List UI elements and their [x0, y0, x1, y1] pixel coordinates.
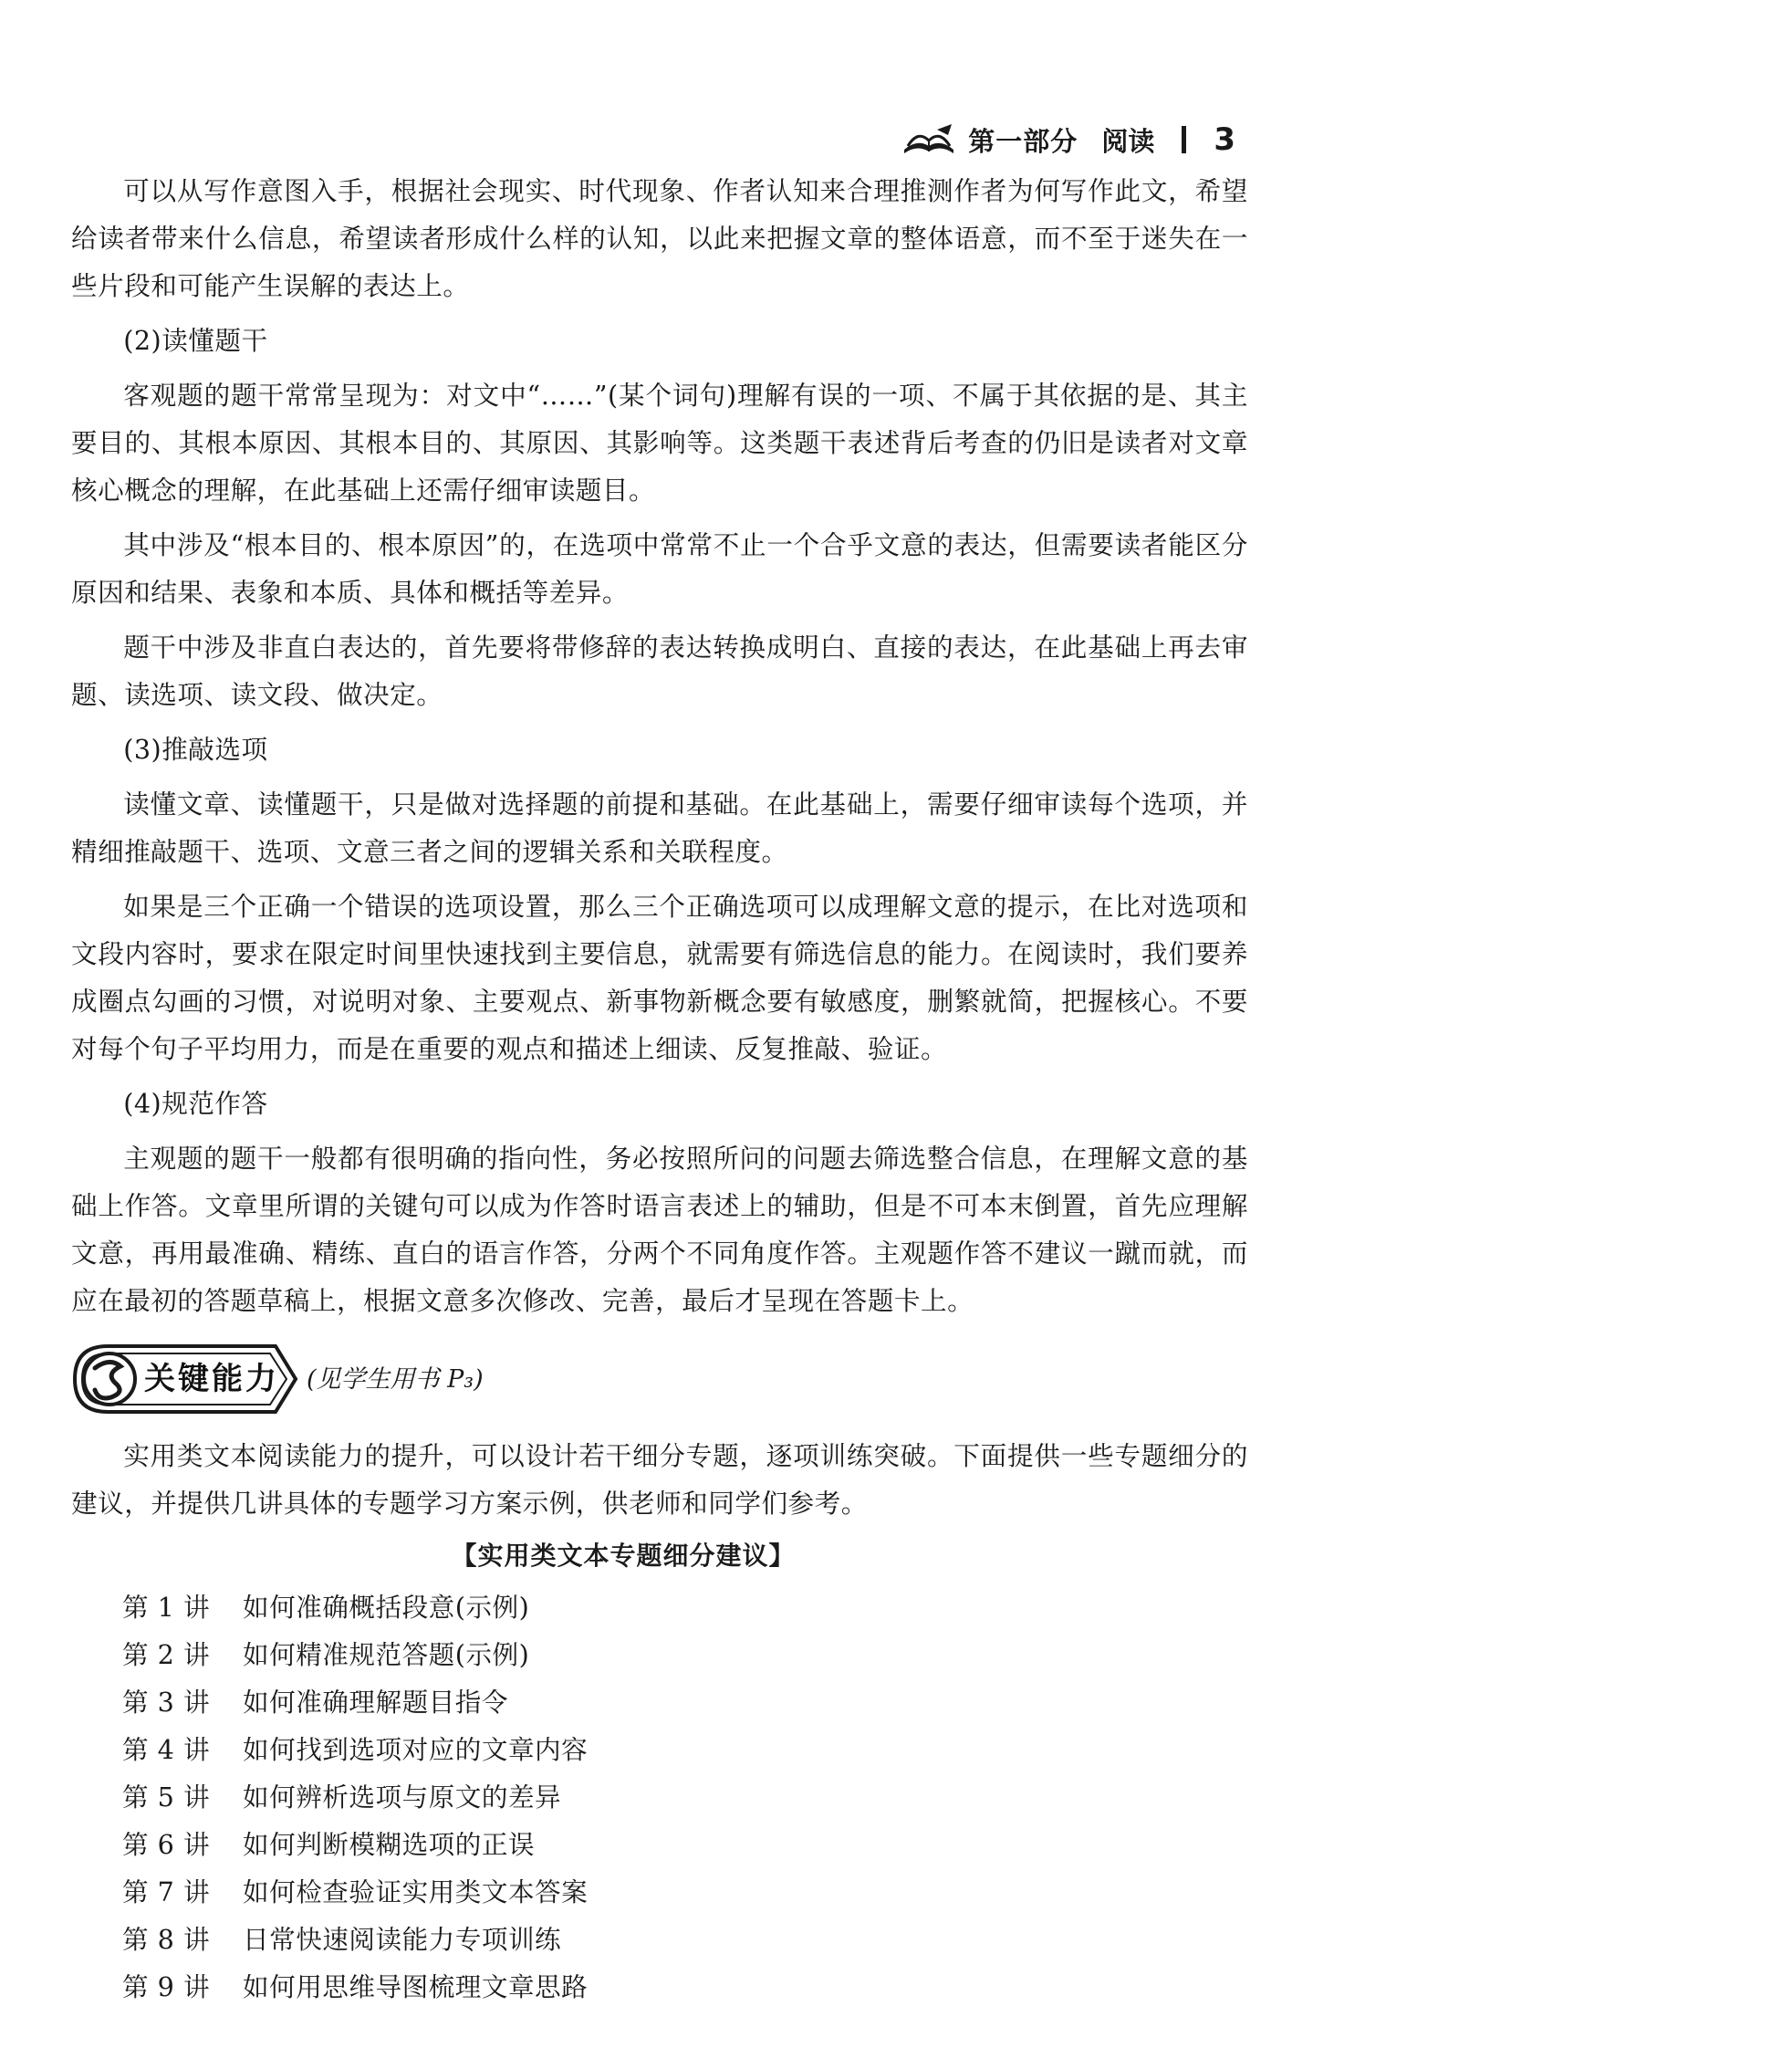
intro-paragraph: 实用类文本阅读能力的提升，可以设计若干细分专题，逐项训练突破。下面提供一些专题细分的建议，并提供几讲具体的专题学习方案示例，供老师和同学们参考。: [71, 1440, 1248, 1519]
paragraph: 读懂文章、读懂题干，只是做对选择题的前提和基础。在此基础上，需要仔细审读每个选项，并精细推敲题干、选项、文意三者之间的逻辑关系和关联程度。: [71, 789, 1248, 867]
paragraph: 客观题的题干常常呈现为：对文中“……”(某个词句)理解有误的一项、不属于其依据的是、其主要目的、其根本原因、其根本目的、其原因、其影响等。这类题干表述背后考查的仍旧是读者对文章核心概念的理解，在此基础上还需仔细审读题目。: [71, 380, 1248, 506]
section-heading: (4)规范作答: [123, 1088, 268, 1119]
lecture-number: 第 6 讲: [122, 1829, 211, 1860]
lecture-title: 如何精准规范答题(示例): [243, 1639, 530, 1670]
banner-title: 关键能力: [144, 1361, 279, 1397]
header-section: 阅读: [1101, 125, 1155, 157]
list-item: [122, 1726, 1248, 1773]
paragraph: 主观题的题干一般都有很明确的指向性，务必按照所问的问题去筛选整合信息，在理解文意的基础上作答。文章里所谓的关键句可以成为作答时语言表述上的辅助，但是不可本末倒置，首先应理解文意，再用最准确、精练、直白的语言作答，分两个不同角度作答。主观题作答不建议一蹴而就，而应在最初的答题草稿上，根据文意多次修改、完善，最后才呈现在答题卡上。: [71, 1143, 1248, 1316]
banner-reference: (见学生用书 P₃): [307, 1365, 484, 1394]
lecture-number: 第 9 讲: [122, 1971, 211, 2002]
lecture-number: 第 5 讲: [122, 1782, 211, 1813]
lecture-number: 第 1 讲: [122, 1592, 211, 1623]
lecture-title: 如何准确概括段意(示例): [243, 1592, 530, 1623]
key-ability-banner: [68, 1335, 1248, 1423]
list-item: [122, 1868, 1248, 1916]
lecture-title: 如何检查验证实用类文本答案: [243, 1876, 589, 1907]
lecture-title: 如何用思维导图梳理文章思路: [243, 1971, 589, 2002]
running-header: [901, 117, 1235, 162]
body-text: [71, 167, 1248, 2011]
list-item: [122, 1678, 1248, 1726]
page-number: 3: [1214, 121, 1235, 158]
lecture-number: 第 8 讲: [122, 1924, 211, 1955]
lecture-list: [71, 1583, 1248, 2011]
list-item: [122, 1821, 1248, 1868]
book-icon: [901, 122, 957, 157]
list-item: [122, 1963, 1248, 2011]
lecture-number: 第 3 讲: [122, 1687, 211, 1718]
section-heading: (2)读懂题干: [123, 325, 268, 356]
list-item: [122, 1773, 1248, 1821]
lecture-number: 第 2 讲: [122, 1639, 211, 1670]
lecture-title: 日常快速阅读能力专项训练: [243, 1924, 562, 1955]
lecture-number: 第 4 讲: [122, 1734, 211, 1765]
paragraph: 题干中涉及非直白表达的，首先要将带修辞的表达转换成明白、直接的表达，在此基础上再去审题、读选项、读文段、做决定。: [71, 632, 1248, 710]
lecture-title: 如何准确理解题目指令: [243, 1687, 508, 1718]
paragraph: 如果是三个正确一个错误的选项设置，那么三个正确选项可以成理解文意的提示，在比对选项和文段内容时，要求在限定时间里快速找到主要信息，就需要有筛选信息的能力。在阅读时，我们要养成圈点勾画的习惯，对说明对象、主要观点、新事物新概念要有敏感度，删繁就简，把握核心。不要对每个句子平均用力，而是在重要的观点和描述上细读、反复推敲、验证。: [71, 891, 1248, 1064]
lecture-title: 如何判断模糊选项的正误: [243, 1829, 536, 1860]
list-title: 【实用类文本专题细分建议】: [451, 1541, 796, 1571]
lecture-number: 第 7 讲: [122, 1876, 211, 1907]
paragraph: 其中涉及“根本目的、根本原因”的，在选项中常常不止一个合乎文意的表达，但需要读者能区分原因和结果、表象和本质、具体和概括等差异。: [71, 529, 1248, 608]
header-part: 第一部分: [968, 125, 1078, 157]
lecture-title: 如何辨析选项与原文的差异: [243, 1782, 562, 1813]
list-item: [122, 1916, 1248, 1963]
lecture-title: 如何找到选项对应的文章内容: [243, 1734, 589, 1765]
header-divider: [1182, 126, 1186, 153]
list-item: [122, 1583, 1248, 1631]
list-item: [122, 1631, 1248, 1678]
section-heading: (3)推敲选项: [123, 734, 268, 765]
paragraph: 可以从写作意图入手，根据社会现实、时代现象、作者认知来合理推测作者为何写作此文，希望给读者带来什么信息，希望读者形成什么样的认知，以此来把握文章的整体语意，而不至于迷失在一些片段和可能产生误解的表达上。: [71, 175, 1248, 301]
